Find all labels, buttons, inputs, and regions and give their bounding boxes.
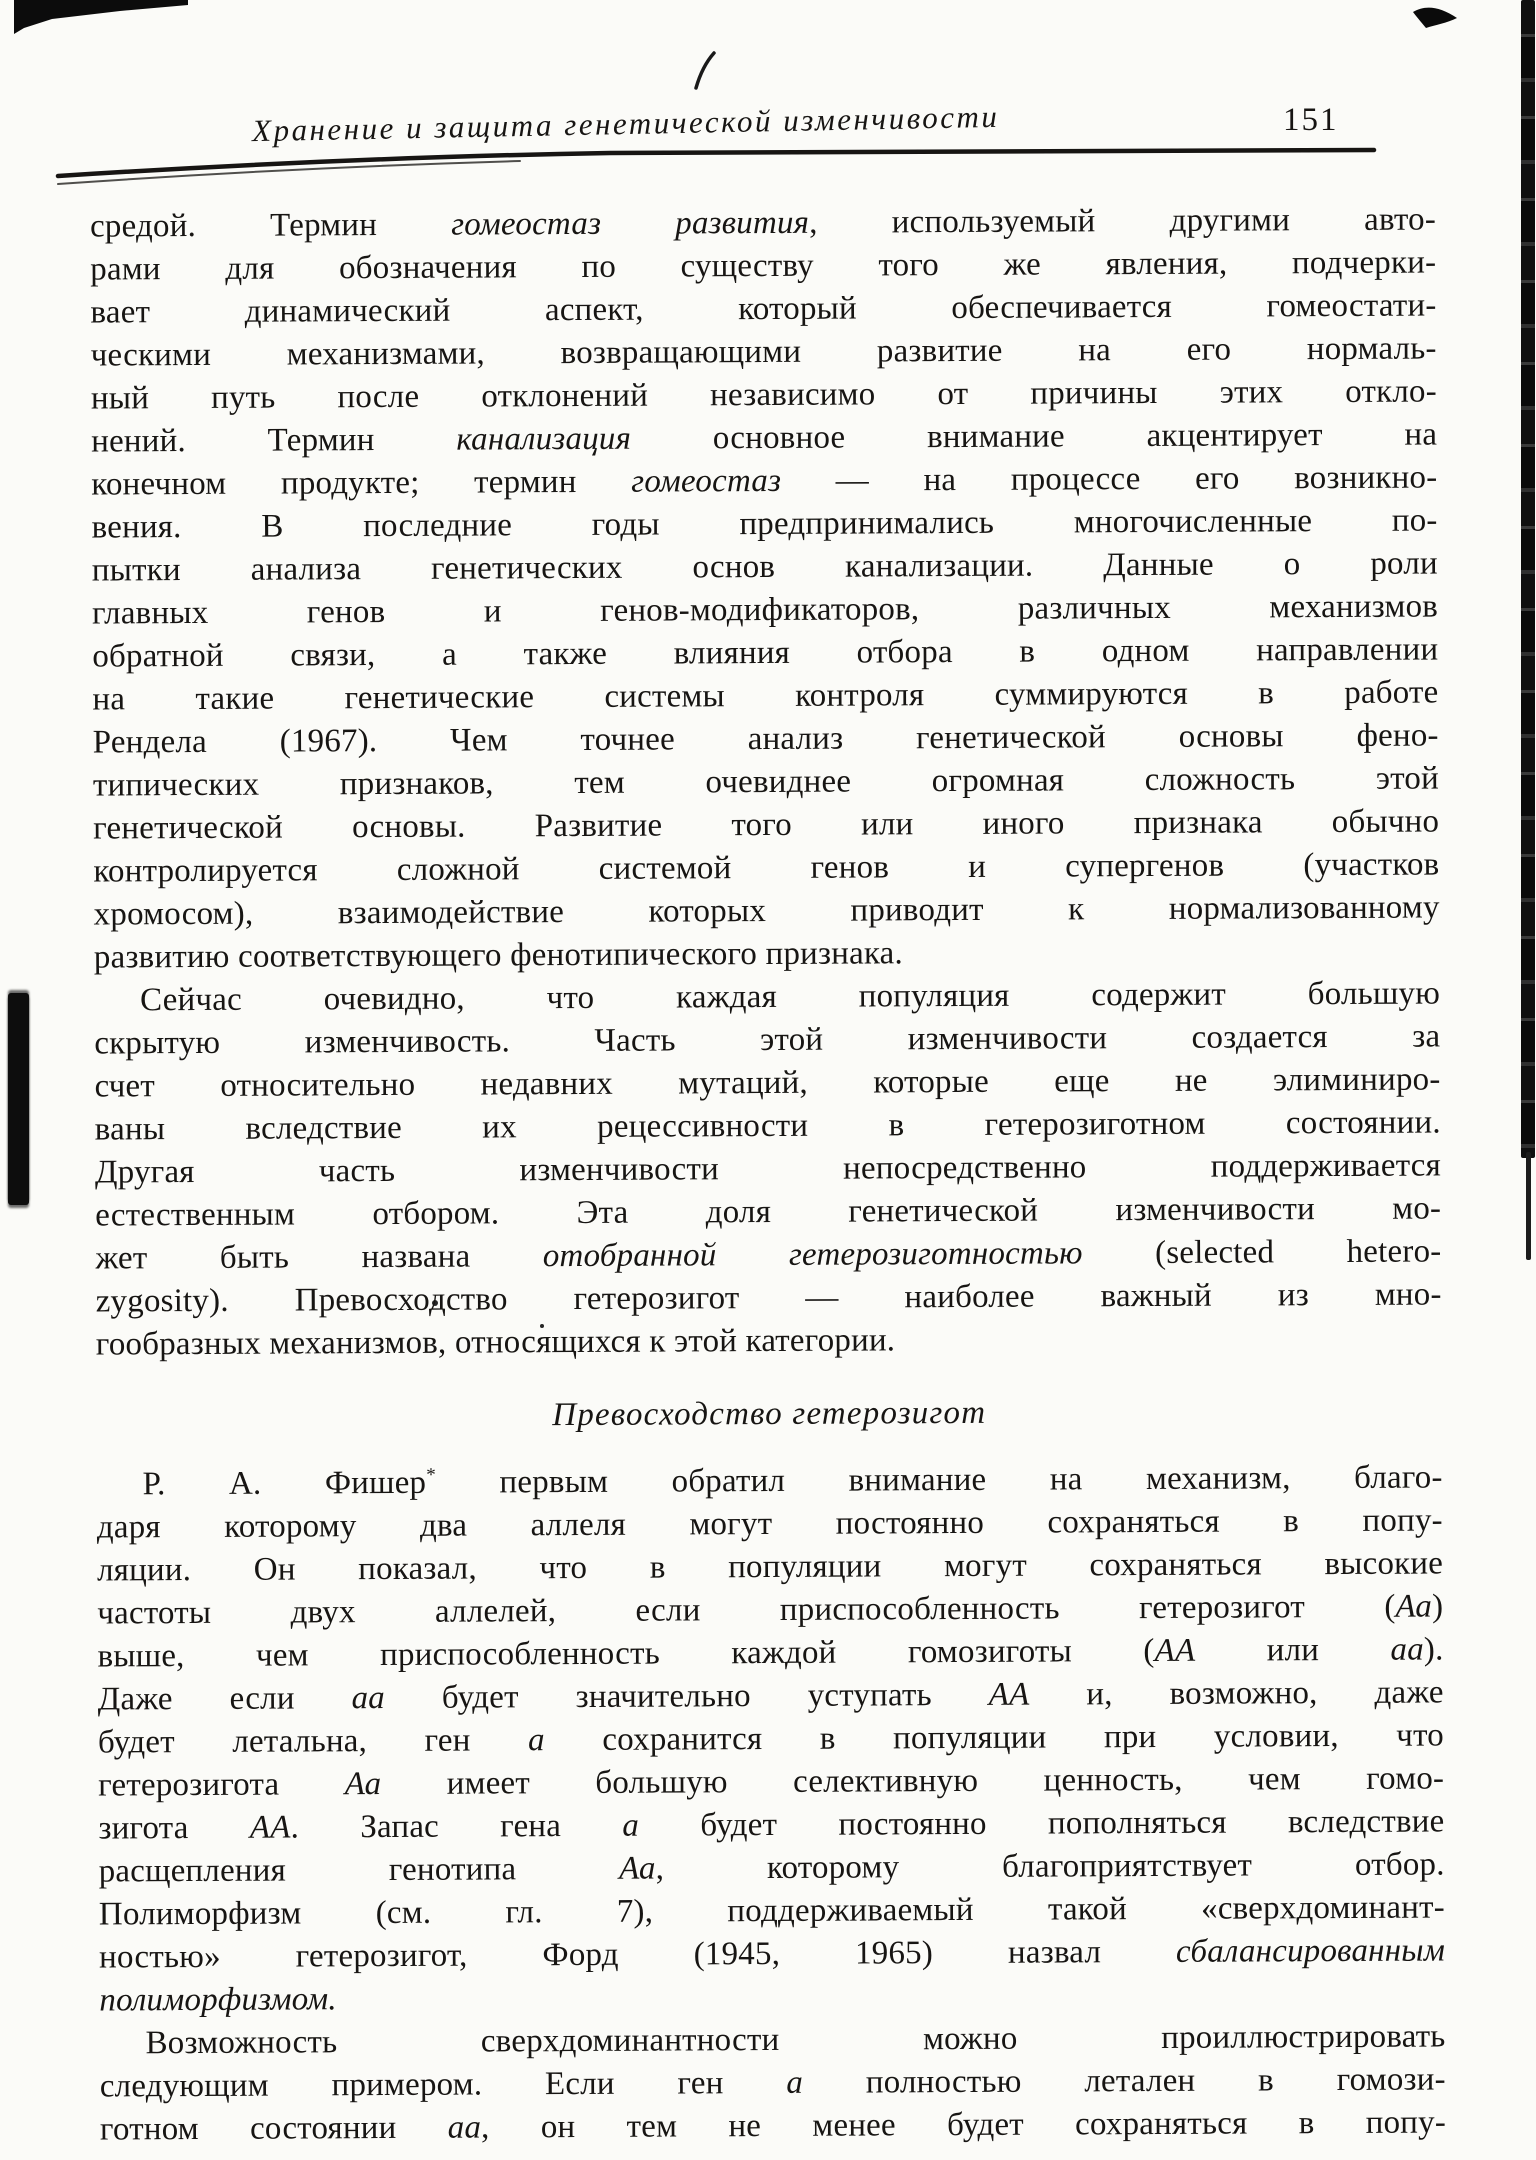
text-run: полностью летален в гомози- bbox=[802, 2061, 1446, 2101]
text-line bbox=[97, 1542, 1443, 1592]
text-run: — на процессе его возникно- bbox=[781, 459, 1438, 499]
text-line bbox=[92, 671, 1438, 721]
emphasized-text: АА bbox=[988, 1676, 1030, 1713]
text-line bbox=[98, 1800, 1444, 1850]
text-line bbox=[95, 1230, 1441, 1280]
emphasized-text: Аа bbox=[1395, 1588, 1433, 1625]
text-run: основное внимание акцентирует на bbox=[631, 416, 1438, 457]
emphasized-text: аа bbox=[1390, 1631, 1424, 1668]
page-number: 151 bbox=[1283, 102, 1339, 138]
text-run: zygosity). Превосходство гетерозигот — наиболее важный из мно- bbox=[95, 1276, 1442, 1320]
text-run: на такие генетические системы контроля суммируются в работе bbox=[92, 674, 1439, 718]
text-line bbox=[95, 1101, 1441, 1151]
emphasized-text: а bbox=[528, 1722, 545, 1759]
text-line bbox=[94, 972, 1440, 1022]
text-run: средой. Термин bbox=[89, 206, 452, 245]
text-line bbox=[97, 1585, 1443, 1635]
text-run: обратной связи, а также влияния отбора в одном направлении bbox=[92, 631, 1439, 675]
text-line bbox=[91, 327, 1437, 377]
running-title: Хранение и защита генетической изменчивости bbox=[251, 98, 1000, 149]
text-line bbox=[91, 456, 1437, 506]
text-run: ный путь после отклонений независимо от причины этих откло- bbox=[90, 373, 1438, 417]
text-run: гообразных механизмов, относящихся к этой категории. bbox=[95, 1322, 896, 1363]
text-run: , которому благоприятствует отбор. bbox=[655, 1846, 1445, 1887]
text-run: Полиморфизм (см. гл. 7), поддерживаемый такой «сверхдоминант- bbox=[98, 1889, 1445, 1933]
text-run: хромосом), взаимодействие которых приводит к нормализованному bbox=[93, 889, 1440, 933]
text-section-1 bbox=[90, 198, 1442, 1366]
text-line bbox=[99, 1972, 1445, 2022]
text-line bbox=[98, 1757, 1444, 1807]
scan-mark-left-margin bbox=[8, 993, 29, 1205]
text-line bbox=[100, 2058, 1446, 2108]
emphasized-text: Аа bbox=[619, 1850, 656, 1887]
emphasized-text: сбалансированным bbox=[1175, 1932, 1446, 1970]
text-run: или bbox=[1195, 1631, 1391, 1669]
text-line bbox=[91, 413, 1437, 463]
text-line bbox=[94, 1058, 1440, 1108]
header-rule bbox=[0, 0, 1536, 220]
text-run: следующим примером. Если ген bbox=[99, 2064, 787, 2105]
emphasized-text: аа bbox=[351, 1680, 386, 1717]
text-run: Даже если bbox=[97, 1680, 352, 1718]
text-run: , используемый другими авто- bbox=[809, 201, 1437, 241]
text-line bbox=[92, 542, 1438, 592]
paragraph bbox=[97, 1456, 1446, 2022]
text-line bbox=[95, 1187, 1441, 1237]
text-line bbox=[91, 370, 1437, 420]
text-line bbox=[94, 929, 1440, 979]
text-line bbox=[90, 241, 1436, 291]
text-run: Возможность сверхдоминантности можно проиллюстрировать bbox=[145, 2018, 1446, 2062]
emphasized-text: аа bbox=[447, 2109, 482, 2146]
text-run: расщепления генотипа bbox=[98, 1850, 620, 1890]
text-run: генетической основы. Развитие того или иного признака обычно bbox=[93, 803, 1440, 847]
text-run: скрытую изменчивость. Часть этой изменчивости создается за bbox=[94, 1018, 1441, 1062]
text-line bbox=[93, 757, 1439, 807]
text-run: главных генов и генов-модификаторов, различных механизмов bbox=[91, 588, 1439, 632]
text-run: (selected hetero- bbox=[1082, 1233, 1442, 1272]
text-run: первым обратил внимание на механизм, благо- bbox=[435, 1459, 1443, 1501]
emphasized-text: АА bbox=[1154, 1632, 1196, 1669]
emphasized-text: Аа bbox=[344, 1766, 382, 1803]
text-line bbox=[96, 1316, 1442, 1366]
text-line bbox=[92, 585, 1438, 635]
text-run: даря которому два аллеля могут постоянно сохраняться в попу- bbox=[96, 1502, 1443, 1546]
emphasized-text: канализация bbox=[456, 420, 632, 458]
text-line bbox=[98, 1671, 1444, 1721]
text-run: ческими механизмами, возвращающими развитие на его нормаль- bbox=[90, 330, 1437, 374]
text-run: контролируется сложной системой генов и супергенов (участков bbox=[93, 846, 1440, 890]
text-run: жет быть названа bbox=[95, 1238, 543, 1277]
text-run: рами для обозначения по существу того же явления, подчерки- bbox=[90, 244, 1437, 288]
text-run: естественным отбором. Эта доля генетической изменчивости мо- bbox=[95, 1190, 1442, 1234]
text-run: Сейчас очевидно, что каждая популяция содержит большую bbox=[139, 975, 1441, 1019]
text-run: зигота bbox=[98, 1809, 250, 1847]
text-run: и, возможно, даже bbox=[1029, 1674, 1444, 1713]
paragraph bbox=[99, 2015, 1446, 2151]
text-line bbox=[99, 1929, 1445, 1979]
text-run: ваны вследствие их рецессивности в гетерозиготном состоянии. bbox=[94, 1104, 1441, 1148]
text-line bbox=[98, 1714, 1444, 1764]
text-line bbox=[90, 284, 1436, 334]
text-run: ) bbox=[1431, 1588, 1444, 1625]
text-line bbox=[94, 886, 1440, 936]
text-run: готном состоянии bbox=[99, 2109, 448, 2148]
paragraph bbox=[90, 198, 1440, 979]
text-run: , он тем не менее будет сохраняться в попу- bbox=[481, 2104, 1447, 2146]
text-run: Рендела (1967). Чем точнее анализ генетической основы фено- bbox=[92, 717, 1439, 761]
paragraph bbox=[94, 972, 1442, 1366]
text-run: . Запас гена bbox=[290, 1807, 623, 1846]
text-line bbox=[99, 1886, 1445, 1936]
scan-edge-strip-tail bbox=[1526, 1152, 1531, 1260]
text-line bbox=[93, 800, 1439, 850]
emphasized-text: полиморфизмом. bbox=[99, 1981, 337, 2019]
emphasized-text: гомеостаз развития bbox=[451, 204, 810, 243]
text-line bbox=[93, 714, 1439, 764]
text-run: ностью» гетерозигот, Форд (1945, 1965) назвал bbox=[98, 1933, 1177, 1976]
text-line bbox=[97, 1499, 1443, 1549]
text-line bbox=[92, 628, 1438, 678]
body-text-column bbox=[90, 198, 1446, 2151]
text-run: будет значительно уступать bbox=[384, 1676, 989, 1717]
emphasized-text: отобранной гетерозиготностью bbox=[542, 1235, 1083, 1275]
section-heading: Превосходство гетерозигот bbox=[552, 1394, 987, 1434]
text-run: будет летальна, ген bbox=[97, 1722, 529, 1761]
emphasized-text: гомеостаз bbox=[631, 462, 782, 500]
emphasized-text: АА bbox=[249, 1809, 291, 1846]
text-run: конечном продукте; термин bbox=[91, 463, 632, 503]
text-run: будет постоянно пополняться вследствие bbox=[638, 1803, 1445, 1844]
text-run: типических признаков, тем очевиднее огромная сложность этой bbox=[92, 760, 1440, 804]
text-run: счет относительно недавних мутаций, которые еще не элиминиро- bbox=[94, 1061, 1441, 1105]
text-run: гетерозигота bbox=[98, 1766, 345, 1804]
text-run: Р. А. Фишер bbox=[142, 1464, 427, 1503]
text-run: имеет большую селективную ценность, чем гомо- bbox=[381, 1760, 1445, 1803]
text-run: частоты двух аллелей, если приспособленность гетерозигот ( bbox=[97, 1588, 1396, 1632]
emphasized-text: а bbox=[622, 1807, 640, 1844]
emphasized-text: а bbox=[786, 2064, 804, 2101]
text-line bbox=[97, 1456, 1443, 1506]
text-section-2 bbox=[97, 1456, 1447, 2151]
text-run: Другая часть изменчивости непосредственно поддерживается bbox=[94, 1147, 1442, 1191]
text-run: * bbox=[426, 1464, 436, 1486]
text-line bbox=[95, 1144, 1441, 1194]
text-run: выше, чем приспособленность каждой гомозиготы ( bbox=[97, 1632, 1155, 1675]
text-run: вения. В последние годы предпринимались многочисленные по- bbox=[91, 502, 1438, 546]
text-line bbox=[90, 198, 1436, 248]
text-line bbox=[100, 2101, 1446, 2151]
text-run: вает динамический аспект, который обеспечивается гомеостати- bbox=[90, 287, 1437, 331]
text-line bbox=[99, 1843, 1445, 1893]
text-line bbox=[91, 499, 1437, 549]
text-run: ляции. Он показал, что в популяции могут сохраняться высокие bbox=[96, 1545, 1444, 1589]
text-run: развитию соответствующего фенотипического признака. bbox=[93, 935, 904, 976]
text-line bbox=[96, 1273, 1442, 1323]
text-line bbox=[97, 1628, 1443, 1678]
text-run: ). bbox=[1423, 1631, 1444, 1668]
text-run: пытки анализа генетических основ канализации. Данные о роли bbox=[91, 545, 1438, 589]
text-run: нений. Термин bbox=[91, 421, 457, 460]
text-line bbox=[99, 2015, 1445, 2065]
text-line bbox=[94, 1015, 1440, 1065]
text-run: сохранится в популяции при условии, что bbox=[544, 1717, 1445, 1759]
text-line bbox=[93, 843, 1439, 893]
